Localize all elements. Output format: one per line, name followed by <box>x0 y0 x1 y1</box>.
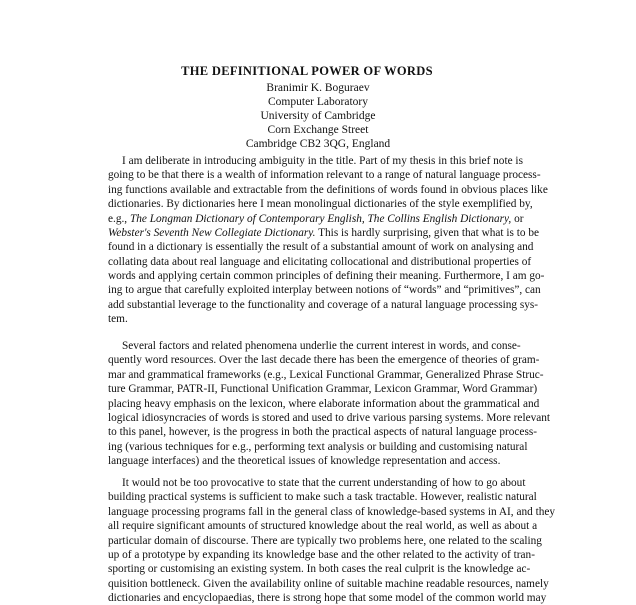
text-segment: going to be that there is a wealth of information relevant to a range of natural language process- <box>108 169 541 182</box>
author-name: Branimir K. Boguraev <box>266 82 370 94</box>
text-line <box>108 490 537 504</box>
text-segment: ing functions available and extractable from the definitions of words found in obvious places like <box>108 183 548 196</box>
text-segment: ture Grammar, PATR-II, Functional Unification Grammar, Lexicon Grammar, Word Grammar) <box>108 383 538 396</box>
text-line <box>108 168 541 182</box>
text-segment: language interfaces) and the theoretical issues of knowledge representation and access. <box>108 455 501 467</box>
text-line <box>108 454 501 468</box>
text-line <box>108 397 540 411</box>
paper-title: THE DEFINITIONAL POWER OF WORDS <box>181 64 433 78</box>
text-segment: dictionaries. By dictionaries here I mean monolingual dictionaries of the style exemplified by, <box>108 198 533 211</box>
text-segment: collating data about real language and elicitating collocational and distributional properties of <box>108 255 532 268</box>
text-line <box>108 440 528 454</box>
italic-text: The Longman Dictionary of Contemporary English, The Collins English Dictionary, <box>129 212 512 225</box>
text-line <box>108 368 544 382</box>
text-segment: This is hardly surprising, given that what is to be <box>315 226 540 239</box>
text-line <box>108 183 548 197</box>
text-segment: found in a dictionary is essentially the result of a substantial amount of work on analysing and <box>108 241 534 254</box>
author-department: Computer Laboratory <box>268 96 368 108</box>
text-line <box>108 382 538 396</box>
text-segment: up of a prototype by expanding its knowledge base and the other related to the activity of tran- <box>108 548 535 561</box>
text-line <box>108 577 549 591</box>
author-street: Corn Exchange Street <box>267 124 369 136</box>
text-segment: e.g., <box>108 212 130 225</box>
text-segment: all require significant amounts of structured knowledge about the real world, as well as about a <box>108 520 538 533</box>
text-line <box>108 476 526 490</box>
text-segment: I am deliberate in introducing ambiguity in the title. Part of my thesis in this brief note is <box>122 155 523 167</box>
text-segment: ing to argue that carefully exploited interplay between notions of “words” and “primitives”, can <box>108 284 541 297</box>
paragraph-3 <box>108 476 556 605</box>
text-segment: quently word resources. Over the last decade there has been the emergence of theories of gram- <box>108 354 540 367</box>
paragraph-1 <box>108 154 548 327</box>
text-segment: It would not be too provocative to state that the current understanding of how to go about <box>122 477 526 489</box>
text-line <box>108 534 542 548</box>
text-segment: or <box>511 212 524 225</box>
text-line <box>108 505 556 519</box>
text-segment: quisition bottleneck. Given the availability online of suitable machine readable resources, namely <box>108 577 549 590</box>
text-segment: mar and grammatical frameworks (e.g., Lexical Functional Grammar, Generalized Phrase Struc- <box>108 368 544 381</box>
text-line <box>108 298 539 312</box>
text-segment: ing (various techniques for e.g., performing text analysis or building and customising natural <box>108 440 528 453</box>
text-line <box>108 255 532 269</box>
text-line <box>108 562 531 576</box>
text-line <box>108 154 523 168</box>
text-line <box>108 411 551 425</box>
author-city: Cambridge CB2 3QG, England <box>245 138 391 150</box>
text-line <box>108 425 538 439</box>
text-line <box>108 197 533 211</box>
text-segment: particular domain of discourse. There are typically two problems here, one related to the scaling <box>108 534 542 547</box>
paragraph-2 <box>108 339 551 468</box>
text-line <box>108 212 524 226</box>
text-segment: to this panel, however, is the progress in both the practical aspects of natural language process- <box>108 426 538 439</box>
text-line <box>108 283 541 297</box>
text-segment: Several factors and related phenomena underlie the current interest in words, and conse- <box>122 340 521 352</box>
text-segment: add substantial leverage to the functionality and coverage of a natural language processing sys- <box>108 298 539 311</box>
text-segment: tem. <box>108 313 128 326</box>
text-segment: words and applying certain common principles of defining their meaning. Furthermore, I am go- <box>108 270 545 282</box>
text-segment: language processing programs fall in the general class of knowledge-based systems in AI, and they <box>108 505 556 518</box>
text-segment: logical idiosyncracies of words is stored and used to drive various parsing systems. More relevant <box>108 411 551 424</box>
author-block <box>0 81 636 151</box>
text-segment: sporting or customising an existing system. In both cases the real culprit is the knowledge ac- <box>108 563 531 576</box>
text-line <box>108 312 492 326</box>
text-line <box>108 548 535 562</box>
text-segment: dictionaries and encyclopaedias, there is strong hope that some model of the common world may <box>108 592 547 604</box>
text-line <box>108 339 521 353</box>
text-segment: placing heavy emphasis on the lexicon, where elaborate information about the grammatical and <box>108 397 540 410</box>
text-line <box>108 353 540 367</box>
italic-text: Webster's Seventh New Collegiate Dictionary. <box>108 226 316 239</box>
text-line <box>108 240 534 254</box>
text-line <box>108 226 540 240</box>
text-line <box>108 519 538 533</box>
text-segment: building practical systems is sufficient to make such a task tractable. However, realistic natural <box>108 491 537 504</box>
text-line <box>108 269 545 283</box>
text-line <box>108 591 547 605</box>
author-university: University of Cambridge <box>260 110 376 122</box>
